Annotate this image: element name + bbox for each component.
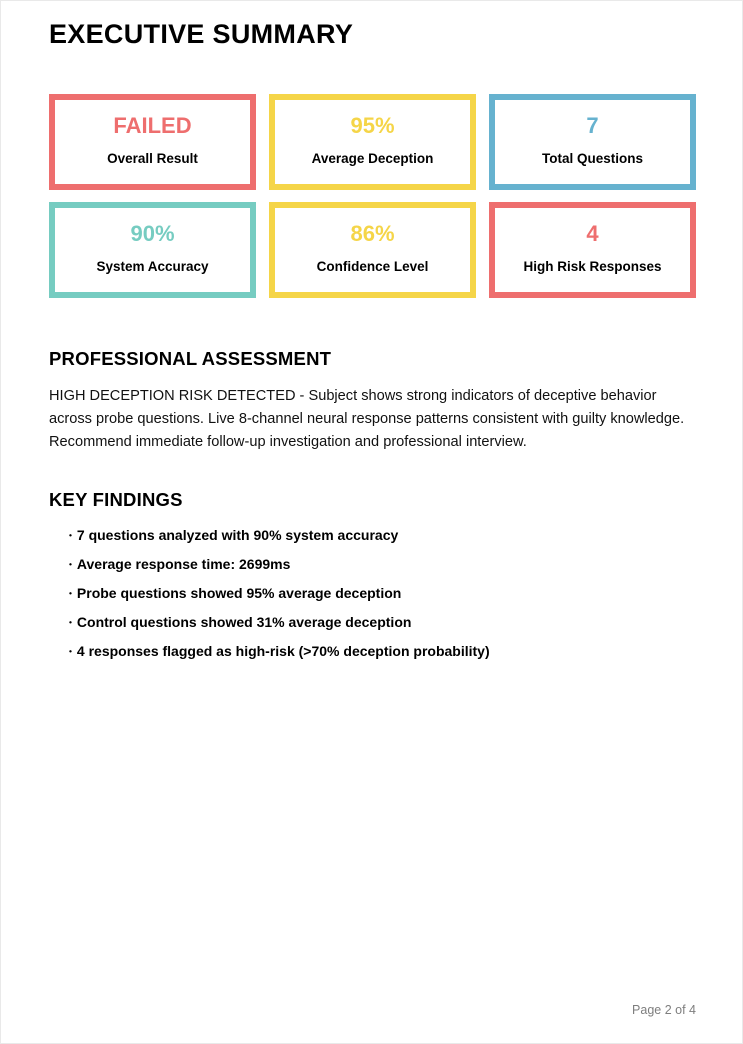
- metric-label: High Risk Responses: [523, 259, 662, 275]
- bullet-glyph: •: [68, 645, 72, 656]
- professional-assessment-heading: PROFESSIONAL ASSESSMENT: [49, 348, 332, 370]
- metric-card-high-risk-responses: [489, 202, 696, 298]
- metric-label: Overall Result: [107, 151, 198, 167]
- metric-value: 86%: [350, 221, 395, 247]
- key-findings-list: [49, 528, 696, 659]
- metric-value: 7: [586, 113, 599, 139]
- metric-card-system-accuracy: [49, 202, 256, 298]
- metric-card-total-questions: [489, 94, 696, 190]
- finding-text: Average response time: 2699ms: [76, 555, 291, 572]
- professional-assessment-body: HIGH DECEPTION RISK DETECTED - Subject shows strong indicators of deceptive behavior across probe questions. Live 8-channel neural response patterns consistent with guilty knowledge. Recommend immediate follow-up investigation and professional interview.: [49, 388, 685, 451]
- metric-card-average-deception: [269, 94, 476, 190]
- finding-item: [68, 586, 696, 601]
- metric-label: Average Deception: [311, 151, 434, 167]
- metric-card-overall-result: [49, 94, 256, 190]
- metric-card-confidence-level: [269, 202, 476, 298]
- metric-label: Total Questions: [541, 151, 643, 167]
- key-findings-heading: KEY FINDINGS: [49, 489, 183, 511]
- finding-item: [68, 615, 696, 630]
- metric-label: Confidence Level: [316, 259, 429, 275]
- metric-value: 90%: [130, 221, 175, 247]
- finding-text: 4 responses flagged as high-risk (>70% deception probability): [76, 642, 490, 659]
- finding-text: Probe questions showed 95% average deception: [76, 584, 402, 601]
- finding-text: 7 questions analyzed with 90% system accuracy: [76, 526, 399, 543]
- metric-label: System Accuracy: [96, 259, 209, 275]
- metrics-grid: [49, 94, 696, 298]
- finding-text: Control questions showed 31% average deception: [76, 613, 412, 630]
- bullet-glyph: •: [68, 529, 72, 540]
- page-title: EXECUTIVE SUMMARY: [49, 19, 354, 49]
- page-number: Page 2 of 4: [632, 1003, 696, 1017]
- metric-value: 4: [586, 221, 599, 247]
- finding-item: [68, 528, 696, 543]
- bullet-glyph: •: [68, 558, 72, 569]
- metric-value: 95%: [350, 113, 395, 139]
- finding-item: [68, 557, 696, 572]
- bullet-glyph: •: [68, 587, 72, 598]
- metric-value: FAILED: [113, 113, 192, 139]
- finding-item: [68, 644, 696, 659]
- bullet-glyph: •: [68, 616, 72, 627]
